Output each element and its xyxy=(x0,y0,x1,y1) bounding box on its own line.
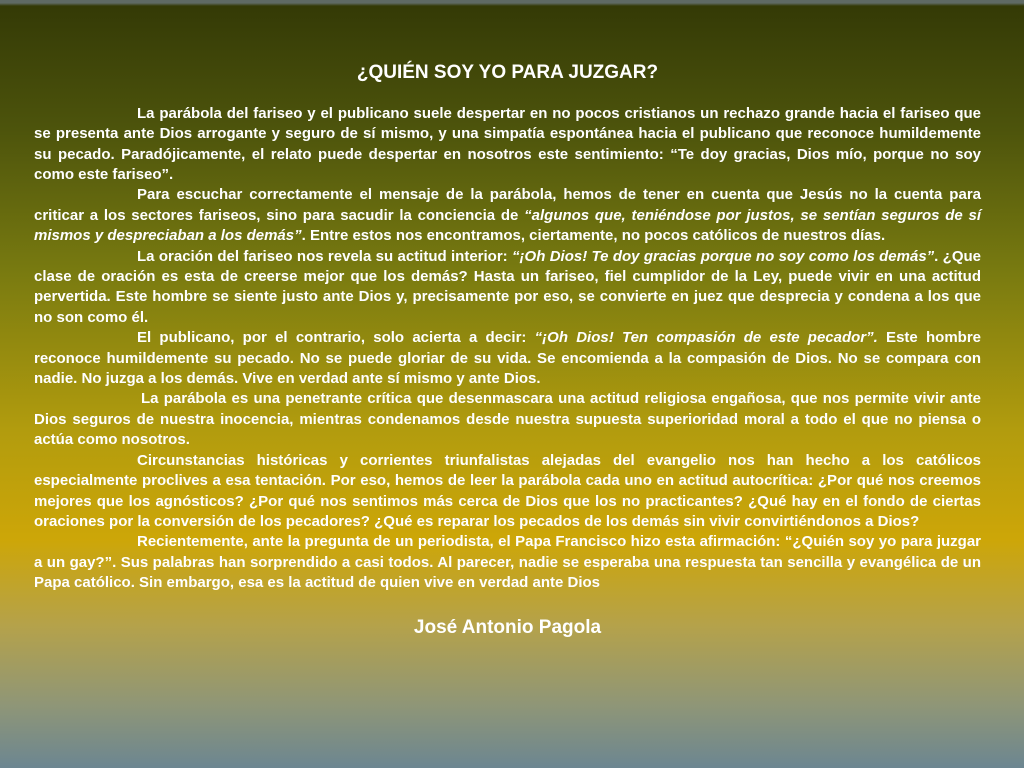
paragraph-text: Recientemente, ante la pregunta de un periodista, el Papa Francisco hizo esta afirmación: “¿Quién soy yo para juzgar a un gay?”. Sus palabras han sorprendido a casi todos. Al parecer, nadie se esperaba una respuesta tan sencilla y evangélica de un Papa católico. Sin embargo, esa es la actitud de quien vive en verdad ante Dios xyxy=(34,533,981,592)
paragraph-text: . Entre estos nos encontramos, ciertamente, no pocos católicos de nuestros días. xyxy=(301,227,886,245)
paragraph-text: La parábola del fariseo y el publicano suele despertar en no pocos cristianos un rechazo grande hacia el fariseo que se presenta ante Dios arrogante y seguro de sí mismo, y una simpatía espontánea hacia el publicano que reconoce humildemente su pecado. Paradójicamente, el relato puede despertar en nosotros este sentimiento: “Te doy gracias, Dios mío, porque no soy como este fariseo”. xyxy=(34,104,981,184)
paragraph-1 xyxy=(34,104,981,186)
quote: “algunos que, teniéndose por justos, se sentían seguros de sí mismos y despreciaban a los demás” xyxy=(34,206,981,245)
paragraph-5 xyxy=(34,389,981,450)
paragraph-6 xyxy=(34,451,981,533)
author-name: José Antonio Pagola xyxy=(413,616,602,638)
paragraph-3 xyxy=(34,247,981,329)
quote: “¡Oh Dios! Ten compasión de este pecador”. xyxy=(534,329,878,347)
paragraph-4 xyxy=(34,328,981,389)
paragraph-text: El publicano, por el contrario, solo acierta a decir: xyxy=(137,329,535,347)
article-body xyxy=(34,104,981,594)
paragraph-text: . ¿Que clase de oración es esta de creerse mejor que los demás? Hasta un fariseo, fiel cumplidor de la Ley, puede vivir en una actitud pervertida. Este hombre se siente justo ante Dios y, precisamente por eso, se convierte en juez que desprecia y condena a los que no son como él. xyxy=(34,247,982,326)
paragraph-text: Este hombre reconoce humildemente su pecado. No se puede gloriar de su vida. Se encomienda a la compasión de Dios. No se compara con nadie. No juzga a los demás. Vive en verdad ante sí mismo y ante Dios. xyxy=(34,329,981,388)
paragraph-2 xyxy=(34,185,981,246)
paragraph-text: Circunstancias históricas y corrientes triunfalistas alejadas del evangelio nos han hecho a los católicos especialmente proclives a esa tentación. Por eso, hemos de leer la parábola cada uno en actitud autocrítica: ¿Por qué nos creemos mejores que los agnósticos? ¿Por qué nos sentimos más cerca de Dios que los no practicantes? ¿Qué hay en el fondo de ciertas oraciones por la conversión de los pecadores? ¿Qué es reparar los pecados de los demás sin vivir convirtiéndonos a Dios? xyxy=(34,451,981,530)
paragraph-text: La parábola es una penetrante crítica que desenmascara una actitud religiosa engañosa, que nos permite vivir ante Dios seguros de nuestra inocencia, mientras condenamos desde nuestra supuesta superioridad moral a todo el que no piensa o actúa como nosotros. xyxy=(34,390,981,449)
paragraph-7 xyxy=(34,532,981,593)
page-title: ¿QUIÉN SOY YO PARA JUZGAR? xyxy=(356,62,659,83)
quote: “¡Oh Dios! Te doy gracias porque no soy como los demás” xyxy=(512,247,935,265)
slide-content xyxy=(34,62,981,639)
paragraph-text: Para escuchar correctamente el mensaje de la parábola, hemos de tener en cuenta que Jesús no la cuenta para criticar a los sectores fariseos, sino para sacudir la conciencia de xyxy=(34,186,981,224)
paragraph-text: La oración del fariseo nos revela su actitud interior: xyxy=(137,247,513,265)
